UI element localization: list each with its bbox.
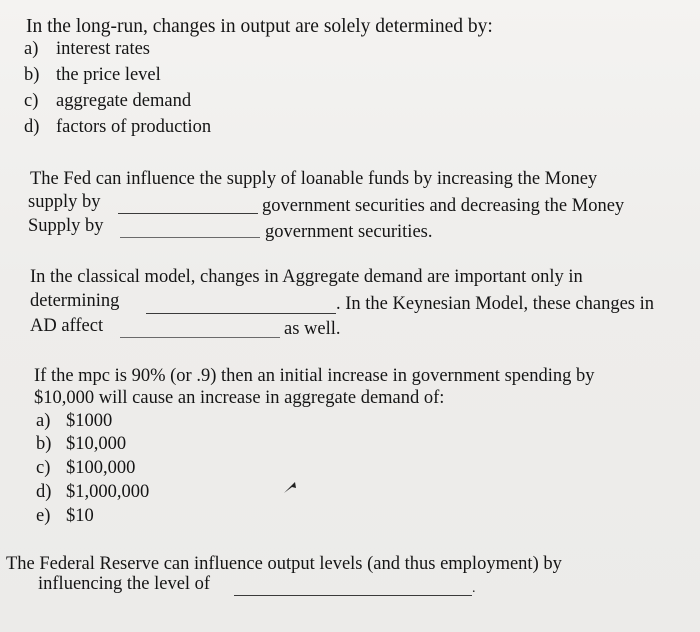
q4-option-a-letter: a) — [36, 411, 51, 431]
q5-line1: The Federal Reserve can influence output levels (and thus employment) by — [6, 554, 562, 574]
q3-line2-end: . In the Keynesian Model, these changes in — [336, 294, 655, 314]
q5-line2-end: . — [472, 581, 476, 596]
q4-option-b-letter: b) — [36, 434, 52, 454]
q1-option-c-letter: c) — [24, 91, 39, 111]
q3-line1: In the classical model, changes in Aggregate demand are important only in — [30, 267, 583, 287]
q4-option-c: $100,000 — [66, 458, 136, 478]
q2-blank-1 — [118, 213, 258, 214]
q4-option-e-letter: e) — [36, 506, 51, 526]
q4-option-d-letter: d) — [36, 482, 52, 502]
q3-blank-2 — [120, 337, 280, 338]
q3-blank-1 — [146, 313, 336, 314]
q1-option-a-letter: a) — [24, 39, 39, 59]
q1-option-d: factors of production — [56, 117, 212, 137]
q1-question: In the long-run, changes in output are solely determined by: — [26, 16, 493, 37]
q3-line2-start: determining — [30, 291, 120, 311]
q4-option-d: $1,000,000 — [66, 482, 150, 502]
q3-line3-end: as well. — [284, 319, 341, 339]
q4-option-b: $10,000 — [66, 434, 127, 454]
q4-option-a: $1000 — [66, 411, 113, 431]
q2-line3-end: government securities. — [265, 222, 433, 242]
q4-line2: $10,000 will cause an increase in aggregate demand of: — [34, 388, 445, 408]
q2-line2-start: supply by — [28, 192, 101, 212]
q1-option-b-letter: b) — [24, 65, 40, 85]
q2-line2-end: government securities and decreasing the Money — [262, 196, 625, 216]
q4-line1: If the mpc is 90% (or .9) then an initial increase in government spending by — [34, 366, 595, 386]
q5-line2: influencing the level of — [38, 574, 211, 594]
mouse-cursor-icon — [282, 479, 298, 495]
q2-line3-start: Supply by — [28, 216, 104, 236]
q2-blank-2 — [120, 237, 260, 238]
q5-blank — [234, 595, 472, 596]
q4-option-c-letter: c) — [36, 458, 51, 478]
q4-option-e: $10 — [66, 506, 94, 526]
q1-option-c: aggregate demand — [56, 91, 192, 111]
q1-option-a: interest rates — [56, 39, 150, 59]
q1-option-b: the price level — [56, 65, 161, 85]
q3-line3-start: AD affect — [30, 316, 104, 336]
q2-line1: The Fed can influence the supply of loanable funds by increasing the Money — [30, 169, 598, 189]
q1-option-d-letter: d) — [24, 117, 40, 137]
